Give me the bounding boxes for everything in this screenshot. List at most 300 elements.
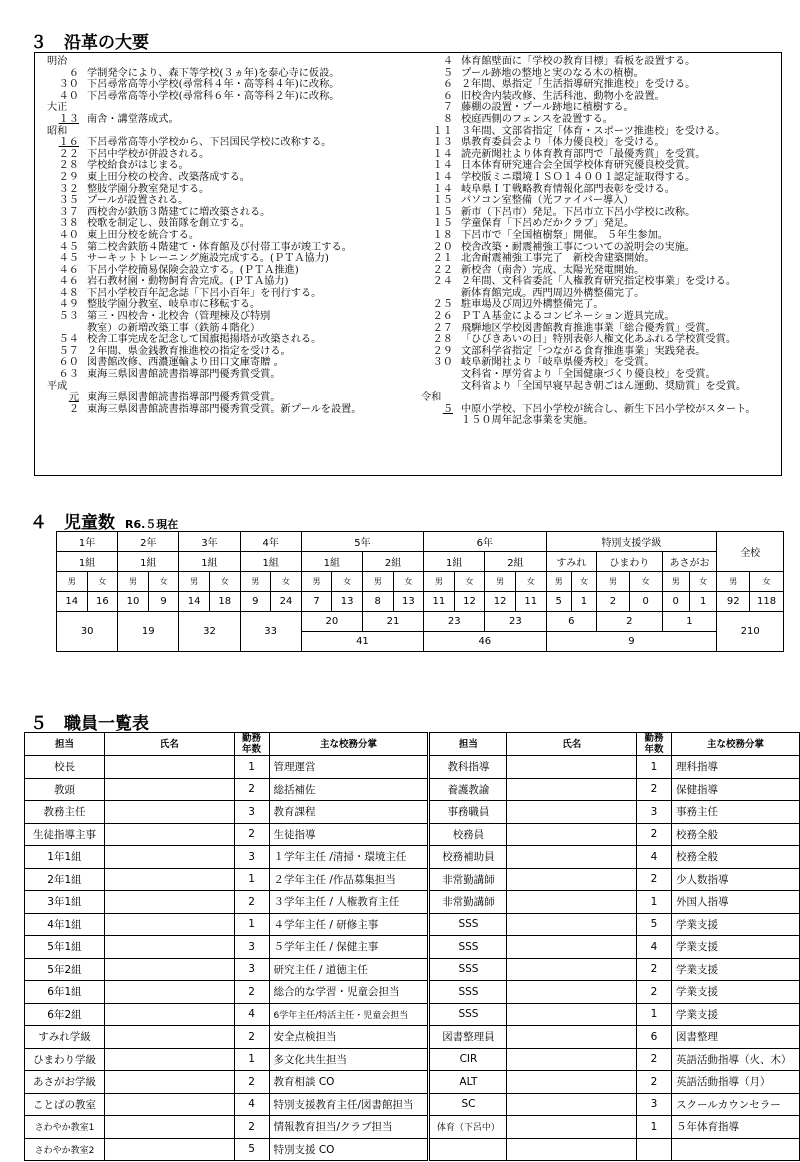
staff-name — [507, 778, 637, 801]
grade-header-row — [57, 532, 784, 552]
history-text: 文部科学省指定「つながる食育推進事業」実践発表。 — [461, 345, 706, 357]
kids-date: R6.５現在 — [125, 518, 179, 531]
class-header: あさがお — [662, 552, 717, 572]
staff-name — [507, 981, 637, 1004]
staff-name — [507, 891, 637, 914]
staff-row — [25, 1138, 800, 1161]
history-text: 新市（下呂市）発足。下呂市立下呂小学校に改称。 — [461, 206, 696, 218]
staff-role: 校長 — [25, 756, 105, 779]
staff-years: 2 — [637, 1071, 672, 1094]
staff-name — [507, 868, 637, 891]
duty-header: 主な校務分掌 — [269, 733, 429, 756]
staff-years: 2 — [637, 868, 672, 891]
history-year: １４ — [432, 160, 453, 172]
history-year: １３ — [58, 113, 79, 125]
history-year: ５ — [442, 67, 453, 79]
staff-name — [507, 1138, 637, 1161]
staff-years: 2 — [234, 1071, 269, 1094]
staff-name — [104, 846, 234, 869]
history-year: １６ — [58, 137, 79, 149]
staff-role: SSS — [429, 1003, 507, 1026]
history-year: ８ — [442, 113, 453, 125]
history-year: １５ — [432, 195, 453, 207]
staff-duty: 学業支援 — [671, 936, 799, 959]
history-year: ４５ — [58, 241, 79, 253]
staff-row — [25, 801, 800, 824]
student-count: 13 — [332, 592, 363, 612]
staff-role: CIR — [429, 1048, 507, 1071]
history-year: １１ — [432, 125, 453, 137]
class-total: 2 — [597, 612, 662, 632]
history-era: 平成 — [47, 380, 68, 392]
history-year: ２８ — [58, 160, 79, 172]
history-text: 学制発令により、森下等学校(３ヵ年)を泰心寺に仮設。 — [87, 67, 340, 79]
class-header: 1組 — [424, 552, 485, 572]
staff-duty: 総合的な学習・児童会担当 — [269, 981, 429, 1004]
grade-total: 19 — [118, 612, 179, 652]
staff-section-title: ５ 職員一覧表 — [30, 714, 149, 734]
staff-duty: 教育課程 — [269, 801, 429, 824]
staff-name — [104, 981, 234, 1004]
history-text: 東海三県図書館読書指導部門優秀賞受賞。 — [87, 369, 281, 381]
history-year: １４ — [432, 171, 453, 183]
staff-row — [25, 1093, 800, 1116]
staff-duty: 保健指導 — [671, 778, 799, 801]
staff-role: 校務補助員 — [429, 846, 507, 869]
staff-years: 1 — [234, 868, 269, 891]
history-year: ５ — [442, 403, 453, 415]
history-text: プールが設置される。 — [87, 195, 189, 207]
staff-years: 1 — [234, 756, 269, 779]
sex-label: 女 — [393, 572, 424, 592]
history-year: １５ — [432, 206, 453, 218]
class-header: すみれ — [546, 552, 597, 572]
history-text: 校舎工事完成を記念して国旗掲揚塔が改築される。 — [87, 334, 322, 346]
sex-label: 女 — [87, 572, 118, 592]
history-text: 下呂小学校百年記念誌「下呂小百年」を刊行する。 — [87, 287, 322, 299]
staff-role: 教務主任 — [25, 801, 105, 824]
student-count-table — [56, 531, 784, 652]
staff-row — [25, 1116, 800, 1139]
history-year: ２１ — [432, 253, 453, 265]
staff-duty: 少人数指導 — [671, 868, 799, 891]
grade-total: 33 — [240, 612, 301, 652]
history-section-title: ３ 沿革の大要 — [30, 33, 149, 53]
history-year: ２２ — [58, 148, 79, 160]
staff-name — [104, 801, 234, 824]
history-text: 教室）の新増改築工事（鉄筋４階化） — [87, 322, 261, 334]
history-text: 日本体育研究連合会全国学校体育研究優良校受賞。 — [461, 160, 696, 172]
sex-label: 女 — [629, 572, 662, 592]
history-year: １３ — [432, 137, 453, 149]
school-total: 210 — [717, 612, 784, 652]
staff-name — [507, 801, 637, 824]
staff-name — [507, 913, 637, 936]
special-class-header: 特別支援学級 — [546, 532, 717, 552]
class-header: 1組 — [301, 552, 362, 572]
grade-5-header: 5年 — [301, 532, 423, 552]
student-count: 10 — [118, 592, 149, 612]
staff-duty: 安全点検担当 — [269, 1026, 429, 1049]
grade-total: 46 — [424, 632, 546, 652]
history-year: ６ — [442, 90, 453, 102]
staff-name — [104, 913, 234, 936]
student-count: 12 — [454, 592, 485, 612]
staff-role: 校務員 — [429, 823, 507, 846]
name-header: 氏名 — [507, 733, 637, 756]
staff-duty: ５学年主任 / 保健主事 — [269, 936, 429, 959]
history-year: ６０ — [58, 357, 79, 369]
staff-name — [104, 756, 234, 779]
history-year: ４０ — [58, 90, 79, 102]
staff-role: 6年1組 — [25, 981, 105, 1004]
history-text: 藤棚の設置・プール跡地に植樹する。 — [461, 102, 634, 114]
history-era: 明治 — [47, 56, 68, 67]
student-count: 8 — [362, 592, 393, 612]
history-era: 昭和 — [47, 125, 68, 137]
staff-name — [507, 756, 637, 779]
role-header: 担当 — [429, 733, 507, 756]
staff-role: 5年2組 — [25, 958, 105, 981]
grade-total: 32 — [179, 612, 240, 652]
history-box — [34, 52, 782, 476]
staff-role: 2年1組 — [25, 868, 105, 891]
staff-duty: 研究主任 / 道徳主任 — [269, 958, 429, 981]
history-text: 中原小学校、下呂小学校が統合し、新生下呂小学校がスタート。 — [461, 403, 756, 415]
staff-duty: 特別支援教育主任/図書館担当 — [269, 1093, 429, 1116]
staff-years: 1 — [234, 1048, 269, 1071]
staff-duty: ５年体育指導 — [671, 1116, 799, 1139]
history-text: 校舎改築・耐震補強工事についての説明会の実施。 — [461, 241, 696, 253]
staff-years: 2 — [234, 981, 269, 1004]
history-year: ２９ — [432, 345, 453, 357]
staff-years: 5 — [637, 913, 672, 936]
sex-label: 女 — [515, 572, 546, 592]
history-text: 図書館改修、西濃運輸より田口文庫寄贈 。 — [87, 357, 284, 369]
student-count: 14 — [57, 592, 88, 612]
history-text: 整肢学園分教室発足する。 — [87, 183, 210, 195]
sex-label: 女 — [209, 572, 240, 592]
sex-label: 男 — [424, 572, 455, 592]
staff-row — [25, 891, 800, 914]
history-text: 学校給食がはじまる。 — [87, 160, 189, 172]
staff-role: ひまわり学級 — [25, 1048, 105, 1071]
student-count: 14 — [179, 592, 210, 612]
staff-role: ALT — [429, 1071, 507, 1094]
staff-row — [25, 981, 800, 1004]
history-year: ３７ — [58, 206, 79, 218]
staff-role: さわやか教室1 — [25, 1116, 105, 1139]
student-count: 16 — [87, 592, 118, 612]
staff-years: 2 — [637, 823, 672, 846]
staff-role: ことばの教室 — [25, 1093, 105, 1116]
grade-total: 41 — [301, 632, 423, 652]
staff-name — [507, 846, 637, 869]
history-text: ２年間、文科省委託「人権教育研究指定校事業」を受ける。 — [461, 276, 737, 288]
history-year: ２９ — [58, 171, 79, 183]
staff-years: 1 — [234, 913, 269, 936]
staff-role: 4年1組 — [25, 913, 105, 936]
years-header — [637, 733, 672, 756]
history-text: 岐阜県ＩＴ戦略教育情報化部門表彰を受ける。 — [461, 183, 675, 195]
staff-years: 2 — [234, 891, 269, 914]
staff-name — [104, 1116, 234, 1139]
history-year: ４９ — [58, 299, 79, 311]
staff-row — [25, 1003, 800, 1026]
class-total: 21 — [362, 612, 423, 632]
staff-body — [25, 756, 800, 1161]
staff-header-row — [25, 733, 800, 756]
class-header: 2組 — [485, 552, 546, 572]
history-text: 飛騨地区学校図書館教育推進事業「総合優秀賞」受賞。 — [461, 322, 716, 334]
staff-name — [104, 823, 234, 846]
class-header: ひまわり — [597, 552, 662, 572]
history-year: １４ — [432, 183, 453, 195]
kids-section-title: ４ 児童数 R6.５現在 — [30, 513, 179, 533]
staff-duty: 英語活動指導（火、木） — [671, 1048, 799, 1071]
history-year: ２５ — [432, 299, 453, 311]
history-text: 下呂市で「全国植樹祭」開催。 ５年生参加。 — [461, 229, 668, 241]
staff-years: 3 — [234, 936, 269, 959]
staff-years: 2 — [234, 1116, 269, 1139]
student-count: 24 — [271, 592, 302, 612]
history-text: 下呂尋常高等小学校(尋常科６年・高等科２年)に改称。 — [87, 90, 340, 102]
history-text: 南舎・講堂落成式。 — [87, 113, 179, 125]
staff-role: 非常勤講師 — [429, 868, 507, 891]
history-text: 新校舎（南舎）完成、太陽光発電開始。 — [461, 264, 645, 276]
history-year: ３２ — [58, 183, 79, 195]
history-year: ４６ — [58, 276, 79, 288]
history-year: ４６ — [58, 264, 79, 276]
history-text: 校庭西側のフェンスを設置する。 — [461, 113, 613, 125]
class-header: 1組 — [57, 552, 118, 572]
sex-label: 男 — [179, 572, 210, 592]
sex-label: 女 — [148, 572, 179, 592]
history-text: 読売新聞社より体育教育部門で「最優秀賞」を受賞。 — [461, 148, 706, 160]
staff-role: さわやか教室2 — [25, 1138, 105, 1161]
history-text: 下呂尋常高等小学校から、下呂国民学校に改称する。 — [87, 137, 332, 149]
staff-role: 体育（下呂中） — [429, 1116, 507, 1139]
history-text: 学校版ミニ環境ＩＳＯ１４００１認定証取得する。 — [461, 171, 696, 183]
history-text: 下呂尋常高等小学校(尋常科４年・高等科４年)に改称。 — [87, 79, 340, 91]
staff-duty: 6学年主任/特活主任・児童会担当 — [269, 1003, 429, 1026]
staff-duty: 学業支援 — [671, 981, 799, 1004]
history-text: ２年間、県指定「生活指導研究推進校」を受ける。 — [461, 79, 696, 91]
staff-duty: １学年主任 /清掃・環境主任 — [269, 846, 429, 869]
staff-years: 1 — [637, 1116, 672, 1139]
history-text: 岩石教材園・動物飼育舎完成。(ＰＴＡ協力) — [87, 276, 289, 288]
student-count: 9 — [148, 592, 179, 612]
history-era: 令和 — [421, 392, 442, 404]
sex-label: 女 — [332, 572, 363, 592]
staff-years: 2 — [234, 1026, 269, 1049]
years-header-text: 勤務 年数 — [644, 733, 664, 755]
staff-name — [104, 936, 234, 959]
sex-label: 男 — [662, 572, 689, 592]
staff-duty: 理科指導 — [671, 756, 799, 779]
history-text: 第二校舎鉄筋４階建て・体育館及び付帯工事が竣工する。 — [87, 241, 352, 253]
sex-label: 男 — [301, 572, 332, 592]
staff-role: SSS — [429, 981, 507, 1004]
student-count: 18 — [209, 592, 240, 612]
staff-row — [25, 958, 800, 981]
history-year: ２２ — [432, 264, 453, 276]
staff-duty: ３学年主任 / 人権教育主任 — [269, 891, 429, 914]
sex-label: 男 — [118, 572, 149, 592]
staff-duty: 特別支援 CO — [269, 1138, 429, 1161]
staff-role: 教頭 — [25, 778, 105, 801]
staff-role: SSS — [429, 958, 507, 981]
staff-role: 教科指導 — [429, 756, 507, 779]
class-total: 23 — [424, 612, 485, 632]
history-year: ４ — [442, 56, 453, 67]
staff-years: 1 — [637, 891, 672, 914]
student-count: 118 — [750, 592, 784, 612]
staff-years: 2 — [637, 958, 672, 981]
staff-duty: 事務主任 — [671, 801, 799, 824]
history-year: ６ — [442, 79, 453, 91]
class-header: 1組 — [179, 552, 240, 572]
student-count: 2 — [597, 592, 630, 612]
staff-years: 2 — [637, 981, 672, 1004]
class-header: 2組 — [362, 552, 423, 572]
staff-table — [24, 732, 800, 1161]
staff-name — [507, 823, 637, 846]
history-year: ５４ — [58, 334, 79, 346]
class-header-row — [57, 552, 784, 572]
staff-duty — [671, 1138, 799, 1161]
history-text: 下呂小学校簡易保険会設立する。(ＰＴＡ推進) — [87, 264, 299, 276]
sex-label: 女 — [571, 572, 596, 592]
staff-years: 3 — [637, 801, 672, 824]
staff-row — [25, 1071, 800, 1094]
staff-row — [25, 778, 800, 801]
staff-years: 2 — [234, 778, 269, 801]
staff-row — [25, 1026, 800, 1049]
class-total-row — [57, 612, 784, 632]
history-year: １８ — [432, 229, 453, 241]
history-text: パソコン室整備（光ファイバー導入） — [461, 195, 634, 207]
staff-years: 4 — [234, 1093, 269, 1116]
staff-duty: スクールカウンセラー — [671, 1093, 799, 1116]
staff-role: 非常勤講師 — [429, 891, 507, 914]
grade-total: 30 — [57, 612, 118, 652]
staff-duty: 外国人指導 — [671, 891, 799, 914]
staff-name — [507, 936, 637, 959]
history-text: 第三・四校舎・北校舎（管理棟及び特別 — [87, 311, 271, 323]
class-total: 20 — [301, 612, 362, 632]
history-text: 整肢学園分教室、岐阜市に移転する。 — [87, 299, 261, 311]
history-year: ２７ — [432, 322, 453, 334]
history-text: 校歌を制定し、鼓笛隊を創立する。 — [87, 218, 250, 230]
grade-total: 9 — [546, 632, 717, 652]
staff-role: すみれ学級 — [25, 1026, 105, 1049]
staff-role: SSS — [429, 936, 507, 959]
history-year: ２６ — [432, 311, 453, 323]
history-year: ２８ — [432, 334, 453, 346]
staff-years: 2 — [637, 1048, 672, 1071]
staff-duty: 生徒指導 — [269, 823, 429, 846]
sex-label: 男 — [546, 572, 571, 592]
history-text: ３年間、文部省指定「体育・スポーツ推進校」を受ける。 — [461, 125, 726, 137]
staff-duty: 校務全般 — [671, 846, 799, 869]
staff-role: 5年1組 — [25, 936, 105, 959]
history-text: 岐阜新聞社より「岐阜県優秀校」を受賞。 — [461, 357, 655, 369]
class-header: 1組 — [240, 552, 301, 572]
role-header: 担当 — [25, 733, 105, 756]
sex-label: 女 — [750, 572, 784, 592]
staff-row — [25, 936, 800, 959]
history-year: ３８ — [58, 218, 79, 230]
history-text: 東海三県図書館読書指導部門優秀賞受賞。 — [87, 392, 281, 404]
staff-duty: 学業支援 — [671, 1003, 799, 1026]
student-count: 11 — [424, 592, 455, 612]
staff-years: 3 — [234, 958, 269, 981]
student-count: 5 — [546, 592, 571, 612]
staff-years: 5 — [234, 1138, 269, 1161]
staff-role: あさがお学級 — [25, 1071, 105, 1094]
history-text: 東海三県図書館読書指導部門優秀賞受賞。新プールを設置。 — [87, 403, 362, 415]
history-year: ２４ — [432, 276, 453, 288]
sex-label: 男 — [362, 572, 393, 592]
grade-6-header: 6年 — [424, 532, 546, 552]
staff-duty: 学業支援 — [671, 958, 799, 981]
staff-row — [25, 868, 800, 891]
history-year: １４ — [432, 148, 453, 160]
sex-header-row — [57, 572, 784, 592]
sex-label: 女 — [271, 572, 302, 592]
sex-label: 女 — [689, 572, 716, 592]
history-text: プール跡地の整地と実のなる木の植樹。 — [461, 67, 644, 79]
grade-1-header: 1年 — [57, 532, 118, 552]
history-year: ５３ — [58, 311, 79, 323]
sex-label: 男 — [57, 572, 88, 592]
history-text: 「ひびきあいの日」特別表彰人権文化あふれる学校賞受賞。 — [461, 334, 737, 346]
staff-name — [104, 958, 234, 981]
history-text: 下呂中学校が併設される。 — [87, 148, 210, 160]
staff-row — [25, 1048, 800, 1071]
history-text: 学童保育「下呂めだかクラブ」発足。 — [461, 218, 635, 230]
duty-header: 主な校務分掌 — [671, 733, 799, 756]
student-count: 9 — [240, 592, 271, 612]
staff-name — [104, 891, 234, 914]
staff-name — [104, 1048, 234, 1071]
history-text: 県教育委員会より「体力優良校」を受ける。 — [461, 137, 665, 149]
staff-duty: ４学年主任 / 研修主事 — [269, 913, 429, 936]
staff-role — [429, 1138, 507, 1161]
history-text: 文科省より「全国早寝早起き朝ごはん運動、奨励賞」を受賞。 — [461, 380, 747, 392]
staff-name — [507, 1116, 637, 1139]
school-total-header: 全校 — [717, 532, 784, 572]
history-text: ２年間、県金銭教育推進校の指定を受ける。 — [87, 345, 291, 357]
staff-duty: 情報教育担当/クラブ担当 — [269, 1116, 429, 1139]
class-header: 1組 — [118, 552, 179, 572]
student-count: 92 — [717, 592, 750, 612]
staff-role: 生徒指導主事 — [25, 823, 105, 846]
history-year: ７ — [442, 102, 453, 114]
history-text: 体育館壁面に「学校の教育目標」看板を設置する。 — [461, 56, 696, 67]
history-text: ＰＴＡ基金によるコンビネーション遊具完成。 — [461, 311, 675, 323]
staff-duty: 管理運営 — [269, 756, 429, 779]
staff-name — [104, 868, 234, 891]
staff-years: 4 — [637, 936, 672, 959]
years-header — [234, 733, 269, 756]
staff-name — [507, 958, 637, 981]
staff-role: 図書整理員 — [429, 1026, 507, 1049]
staff-years: 3 — [234, 801, 269, 824]
history-text: 西校舎が鉄筋３階建てに増改築される。 — [87, 206, 271, 218]
staff-name — [507, 1048, 637, 1071]
